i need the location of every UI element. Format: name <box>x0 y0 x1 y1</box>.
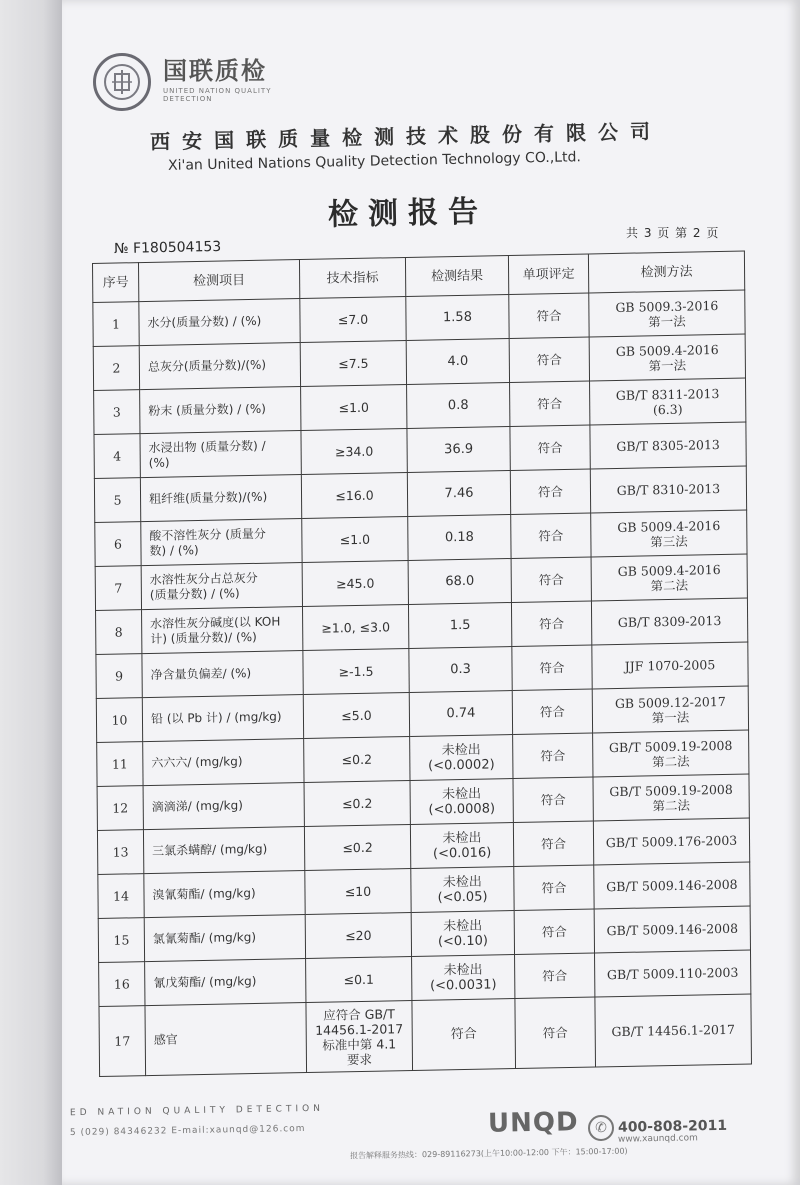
cell-item: 水分(质量分数) / (%) <box>139 299 300 346</box>
cell-result: 未检出 (<0.0008) <box>410 779 513 825</box>
cell-result: 未检出 (<0.05) <box>411 867 514 913</box>
company-logo <box>93 47 323 117</box>
cell-result: 4.0 <box>406 339 509 385</box>
cell-item: 滴滴涕/ (mg/kg) <box>143 783 304 830</box>
header-method: 检测方法 <box>588 251 744 293</box>
footer-website: www.xaunqd.com <box>617 1133 698 1145</box>
cell-no: 5 <box>94 478 140 523</box>
cell-no: 7 <box>95 566 141 611</box>
cell-no: 11 <box>97 742 143 787</box>
cell-method: GB/T 5009.176-2003 <box>593 818 749 865</box>
cell-spec: ≥-1.5 <box>303 648 409 694</box>
header-spec: 技术指标 <box>299 257 405 298</box>
cell-spec: ≤0.2 <box>304 736 410 782</box>
footer-hotline: 报告解释服务热线：029-89116273(上午10:00-12:00 下午：15:00-17:00) <box>349 1146 628 1161</box>
table-row <box>99 994 751 1077</box>
cell-result: 1.58 <box>406 295 509 341</box>
cell-result: 1.5 <box>408 603 511 649</box>
cell-item: 酸不溶性灰分 (质量分 数) / (%) <box>141 519 302 566</box>
cell-judgement: 符合 <box>510 381 590 427</box>
cell-no: 3 <box>94 390 140 435</box>
cell-item: 总灰分(质量分数)/(%) <box>139 343 300 390</box>
cell-no: 9 <box>96 654 142 699</box>
footer-phone: 400-808-2011 <box>617 1117 728 1136</box>
cell-judgement: 符合 <box>510 469 590 515</box>
cell-method: GB 5009.4-2016 第一法 <box>589 334 745 381</box>
cell-spec: ≤1.0 <box>301 384 407 430</box>
cell-judgement: 符合 <box>509 337 589 383</box>
book-gutter <box>0 0 62 1185</box>
cell-method: JJF 1070-2005 <box>592 642 748 689</box>
cell-no: 2 <box>93 346 139 391</box>
cell-judgement: 符合 <box>514 909 594 955</box>
cell-method: GB/T 5009.19-2008 第二法 <box>593 730 749 777</box>
cell-spec: ≤0.2 <box>304 780 410 826</box>
cell-method: GB/T 5009.110-2003 <box>595 950 751 997</box>
cell-spec: ≤5.0 <box>303 692 409 738</box>
cell-method: GB 5009.4-2016 第二法 <box>591 554 747 601</box>
header-result: 检测结果 <box>405 256 508 297</box>
footer-brand: UNQD <box>487 1107 579 1139</box>
cell-judgement: 符合 <box>513 821 593 867</box>
cell-method: GB 5009.3-2016 第一法 <box>589 290 745 337</box>
cell-judgement: 符合 <box>511 513 591 559</box>
cell-no: 6 <box>95 522 141 567</box>
results-table-wrapper <box>92 250 751 1077</box>
cell-spec: ≤0.1 <box>306 956 412 1002</box>
cell-no: 17 <box>99 1006 146 1077</box>
cell-result: 未检出 (<0.016) <box>410 823 513 869</box>
cell-result: 未检出 (<0.10) <box>411 911 514 957</box>
cell-no: 1 <box>93 302 139 347</box>
cell-no: 8 <box>96 610 142 655</box>
table-body <box>93 290 752 1077</box>
cell-spec: ≤7.5 <box>300 340 406 386</box>
cell-no: 13 <box>97 830 143 875</box>
cell-item: 净含量负偏差/ (%) <box>142 651 303 698</box>
cell-spec: ≤20 <box>305 912 411 958</box>
cell-item: 水溶性灰分碱度(以 KOH 计) (质量分数)/ (%) <box>142 607 303 654</box>
company-name-en: Xi'an United Nations Quality Detection Technology CO.,Ltd. <box>167 149 581 174</box>
cell-judgement: 符合 <box>513 733 593 779</box>
cell-no: 14 <box>98 874 144 919</box>
cell-method: GB/T 5009.19-2008 第二法 <box>593 774 749 821</box>
cell-no: 16 <box>99 962 145 1007</box>
phone-icon: ✆ <box>588 1115 614 1141</box>
cell-spec: ≤0.2 <box>304 824 410 870</box>
cell-result: 0.74 <box>409 691 512 737</box>
cell-judgement: 符合 <box>513 777 593 823</box>
cell-result: 7.46 <box>407 471 510 517</box>
emblem-icon <box>93 53 151 111</box>
cell-judgement: 符合 <box>515 953 595 999</box>
cell-judgement: 符合 <box>509 293 589 339</box>
results-table <box>92 250 752 1077</box>
cell-no: 15 <box>98 918 144 963</box>
cell-method: GB 5009.4-2016 第三法 <box>591 510 747 557</box>
cell-result: 68.0 <box>408 559 511 605</box>
page-number: 共 3 页 第 2 页 <box>626 226 720 240</box>
cell-spec: ≤7.0 <box>300 296 406 342</box>
cell-result: 0.18 <box>408 515 511 561</box>
cell-judgement: 符合 <box>515 997 596 1069</box>
logo-name-cn: 国联质检 <box>163 57 267 85</box>
header-item: 检测项目 <box>138 260 299 302</box>
cell-result: 符合 <box>412 999 516 1071</box>
cell-method: GB/T 5009.146-2008 <box>594 906 750 953</box>
cell-method: GB/T 8309-2013 <box>591 598 747 645</box>
cell-method: GB 5009.12-2017 第一法 <box>592 686 748 733</box>
cell-method: GB/T 8305-2013 <box>590 422 746 469</box>
cell-spec: ≥34.0 <box>301 428 407 474</box>
header-no: 序号 <box>93 263 139 303</box>
cell-judgement: 符合 <box>514 865 594 911</box>
cell-method: GB/T 8310-2013 <box>590 466 746 513</box>
company-name-cn: 西安国联质量检测技术股份有限公司 <box>149 119 663 154</box>
cell-item: 水溶性灰分占总灰分 (质量分数) / (%) <box>141 563 302 610</box>
cell-spec: 应符合 GB/T 14456.1-2017 标准中第 4.1 要求 <box>306 1000 413 1072</box>
cell-item: 三氯杀螨醇/ (mg/kg) <box>143 827 304 874</box>
cell-judgement: 符合 <box>512 689 592 735</box>
cell-method: GB/T 14456.1-2017 <box>595 994 752 1067</box>
logo-name-en: UNITED NATION QUALITY DETECTION <box>163 87 272 103</box>
cell-no: 4 <box>94 434 140 479</box>
header-judgement: 单项评定 <box>508 254 588 295</box>
cell-no: 12 <box>97 786 143 831</box>
cell-judgement: 符合 <box>512 645 592 691</box>
report-number: № F180504153 <box>113 238 222 258</box>
cell-spec: ≤1.0 <box>302 516 408 562</box>
cell-item: 六六六/ (mg/kg) <box>143 739 304 786</box>
footer-contact: 5 (029) 84346232 E-mail:xaunqd@126.com <box>69 1123 306 1139</box>
cell-item: 铅 (以 Pb 计) / (mg/kg) <box>142 695 303 742</box>
cell-item: 溴氰菊酯/ (mg/kg) <box>144 871 305 918</box>
cell-judgement: 符合 <box>511 601 591 647</box>
cell-judgement: 符合 <box>510 425 590 471</box>
report-title: 检测报告 <box>327 194 489 233</box>
cell-method: GB/T 8311-2013 (6.3) <box>590 378 746 425</box>
cell-item: 氯氰菊酯/ (mg/kg) <box>144 915 305 962</box>
cell-item: 氰戊菊酯/ (mg/kg) <box>145 959 306 1006</box>
cell-item: 感官 <box>145 1003 307 1076</box>
cell-method: GB/T 5009.146-2008 <box>594 862 750 909</box>
cell-no: 10 <box>96 698 142 743</box>
cell-spec: ≥1.0, ≤3.0 <box>302 604 408 650</box>
cell-result: 未检出 (<0.0002) <box>410 735 513 781</box>
cell-item: 水浸出物 (质量分数) / (%) <box>140 431 301 478</box>
cell-result: 0.8 <box>407 383 510 429</box>
cell-result: 未检出 (<0.0031) <box>412 955 515 1001</box>
cell-spec: ≤16.0 <box>301 472 407 518</box>
cell-item: 粉末 (质量分数) / (%) <box>140 387 301 434</box>
cell-result: 0.3 <box>409 647 512 693</box>
cell-spec: ≤10 <box>305 868 411 914</box>
cell-result: 36.9 <box>407 427 510 473</box>
cell-item: 粗纤维(质量分数)/(%) <box>140 475 301 522</box>
cell-judgement: 符合 <box>511 557 591 603</box>
footer-band-text: ED NATION QUALITY DETECTION <box>69 1103 324 1119</box>
cell-spec: ≥45.0 <box>302 560 408 606</box>
